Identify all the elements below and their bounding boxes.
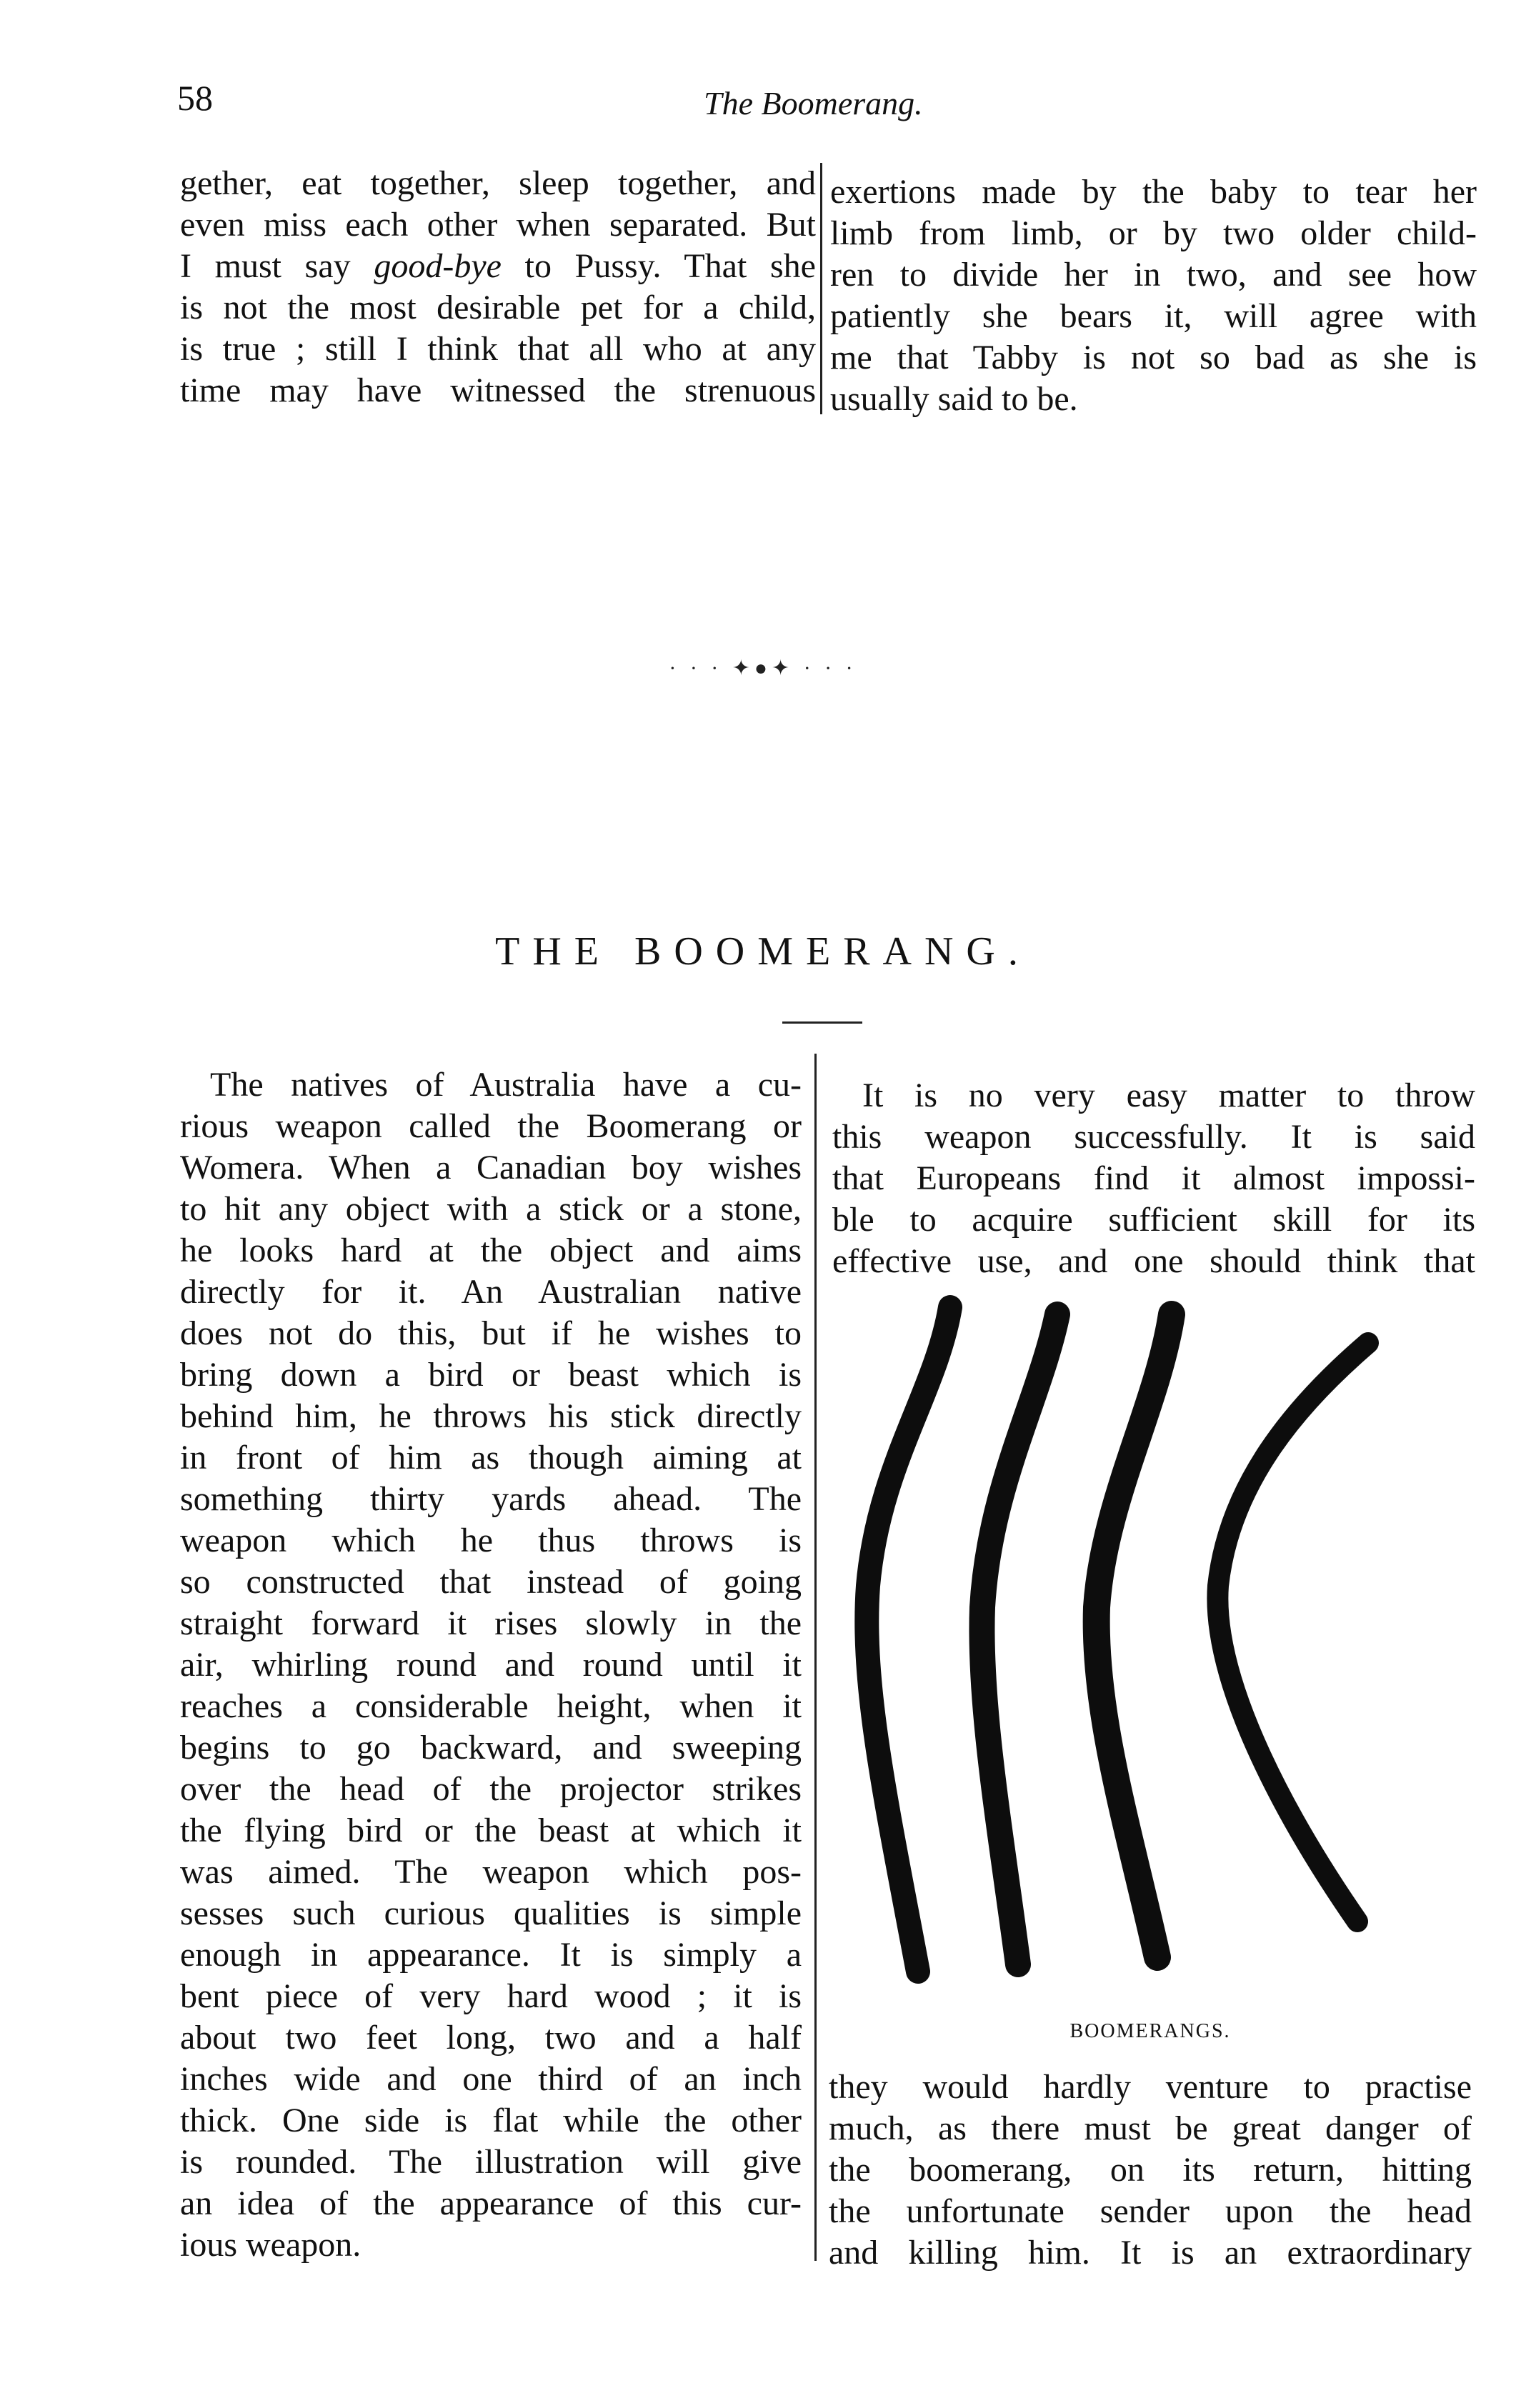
article-left-column	[180, 1064, 802, 2266]
text-line: usually said to be.	[830, 380, 1078, 418]
boomerang-4	[1217, 1343, 1368, 1922]
text-line: and killing him. It is an extraordinary	[829, 2234, 1472, 2272]
text-line: to hit any object with a stick or a stone,	[180, 1190, 802, 1228]
text-line: behind him, he throws his stick directly	[180, 1397, 802, 1435]
text-line: reaches a considerable height, when it	[180, 1687, 802, 1725]
text-line: is true ; still I think that all who at any	[180, 330, 816, 368]
text-line: ren to divide her in two, and see how	[830, 256, 1477, 294]
column-divider	[820, 163, 822, 414]
page-number: 58	[177, 78, 213, 118]
previous-article-left-column	[180, 163, 816, 411]
text-line: even miss each other when separated. But	[180, 206, 816, 244]
italic-phrase: good-bye	[374, 247, 502, 285]
text-line: time may have witnessed the strenuous	[180, 371, 816, 409]
text-line: The natives of Australia have a cu-	[210, 1066, 802, 1104]
text-line: straight forward it rises slowly in the	[180, 1604, 802, 1642]
boomerangs-illustration	[829, 1286, 1472, 1993]
boomerang-1	[867, 1307, 950, 1972]
text-line: is rounded. The illustration will give	[180, 2143, 802, 2181]
text-line: is not the most desirable pet for a child,	[180, 289, 816, 326]
text-line: something thirty yards ahead. The	[180, 1480, 802, 1518]
running-title: The Boomerang.	[704, 85, 923, 121]
text-line: inches wide and one third of an inch	[180, 2060, 802, 2098]
text-line: sesses such curious qualities is simple	[180, 1894, 802, 1932]
article-right-column-bottom	[829, 2067, 1472, 2274]
text-line: directly for it. An Australian native	[180, 1273, 802, 1311]
title-rule	[782, 1021, 862, 1024]
text-line: me that Tabby is not so bad as she is	[830, 339, 1477, 376]
column-divider	[814, 1054, 817, 2261]
article-right-column-top	[832, 1075, 1475, 1282]
text-line: begins to go backward, and sweeping	[180, 1729, 802, 1767]
text-line: was aimed. The weapon which pos-	[180, 1853, 802, 1891]
text-line: they would hardly venture to practise	[829, 2068, 1472, 2106]
text-line: effective use, and one should think that	[832, 1242, 1475, 1280]
text-line	[180, 246, 816, 287]
text-line: It is no very easy matter to throw	[862, 1076, 1475, 1114]
section-ornament: · · · ✦●✦ · · ·	[669, 656, 857, 680]
text-line: an idea of the appearance of this cur-	[180, 2184, 802, 2222]
text-line: gether, eat together, sleep together, and	[180, 164, 816, 202]
text-line: rious weapon called the Boomerang or	[180, 1107, 802, 1145]
text-line: thick. One side is flat while the other	[180, 2102, 802, 2139]
text-line: air, whirling round and round until it	[180, 1646, 802, 1684]
text-line: so constructed that instead of going	[180, 1563, 802, 1601]
text-line: this weapon successfully. It is said	[832, 1118, 1475, 1156]
text-line: ious weapon.	[180, 2226, 361, 2264]
text-line: enough in appearance. It is simply a	[180, 1936, 802, 1974]
text-line: over the head of the projector strikes	[180, 1770, 802, 1808]
text-line: limb from limb, or by two older child-	[830, 214, 1477, 252]
text-line: much, as there must be great danger of	[829, 2109, 1472, 2147]
text-line: that Europeans find it almost impossi-	[832, 1159, 1475, 1197]
boomerang-3	[1097, 1314, 1172, 1957]
text-fragment: to Pussy. That she	[501, 247, 816, 285]
text-line: the flying bird or the beast at which it	[180, 1812, 802, 1849]
text-line: about two feet long, two and a half	[180, 2019, 802, 2057]
text-line: in front of him as though aiming at	[180, 1439, 802, 1477]
article-title: THE BOOMERANG.	[495, 929, 1031, 974]
previous-article-right-column	[830, 171, 1477, 420]
text-line: patiently she bears it, will agree with	[830, 297, 1477, 335]
text-line: the boomerang, on its return, hitting	[829, 2151, 1472, 2189]
text-line: ble to acquire sufficient skill for its	[832, 1201, 1475, 1239]
text-line: does not do this, but if he wishes to	[180, 1314, 802, 1352]
figure-caption: BOOMERANGS.	[1069, 2020, 1231, 2042]
text-fragment: I must say	[180, 247, 374, 285]
text-line: exertions made by the baby to tear her	[830, 173, 1477, 211]
boomerang-2	[982, 1314, 1057, 1964]
text-line: bent piece of very hard wood ; it is	[180, 1977, 802, 2015]
text-line: Womera. When a Canadian boy wishes	[180, 1149, 802, 1186]
text-line: bring down a bird or beast which is	[180, 1356, 802, 1394]
text-line: he looks hard at the object and aims	[180, 1232, 802, 1269]
text-line: the unfortunate sender upon the head	[829, 2192, 1472, 2230]
text-line: weapon which he thus throws is	[180, 1522, 802, 1559]
